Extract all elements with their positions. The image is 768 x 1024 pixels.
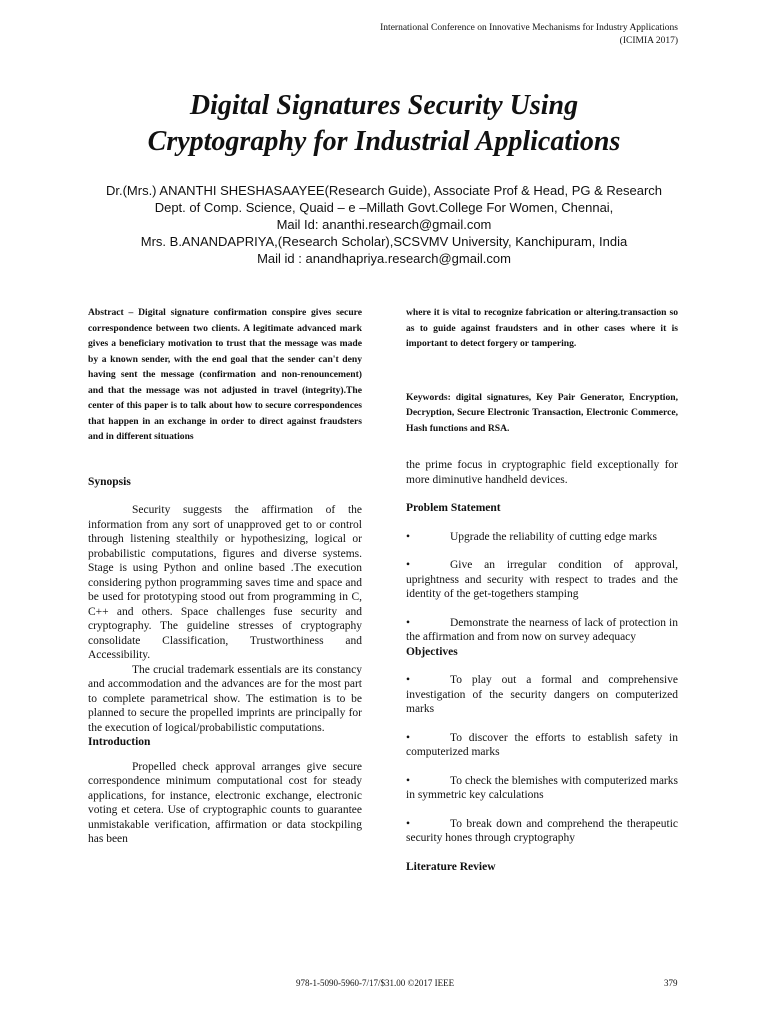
objective-item-text: To play out a formal and comprehensive investigation of the security dangers on computerized marks bbox=[406, 674, 678, 715]
abstract-continued: where it is vital to recognize fabrication or altering.transaction so as to guide against fraudsters and in other cases where it is important to detect forgery or tampering. bbox=[406, 307, 678, 349]
left-column bbox=[88, 305, 362, 847]
author-line-4: Mrs. B.ANANDAPRIYA,(Research Scholar),SCSVMV University, Kanchipuram, India bbox=[140, 234, 628, 249]
objective-item-text: To discover the efforts to establish safety in computerized marks bbox=[406, 731, 678, 758]
bullet-icon: • bbox=[406, 616, 411, 629]
objective-item-2 bbox=[406, 731, 678, 760]
objective-item-4 bbox=[406, 817, 678, 846]
introduction-continued: the prime focus in cryptographic field exceptionally for more diminutive handheld devices. bbox=[406, 459, 678, 486]
problem-item-3 bbox=[406, 616, 678, 645]
objectives-heading: Objectives bbox=[406, 645, 458, 658]
bullet-icon: • bbox=[406, 674, 411, 686]
page-header bbox=[380, 22, 678, 48]
problem-item-1 bbox=[406, 530, 678, 545]
author-line-1: Dr.(Mrs.) ANANTHI SHESHASAAYEE(Research Guide), Associate Prof & Head, PG & Research bbox=[105, 183, 663, 198]
problem-item-2 bbox=[406, 558, 678, 602]
synopsis-heading: Synopsis bbox=[88, 475, 131, 488]
problem-item-text: Give an irregular condition of approval, uprightness and security with respect to trades and the identity of the get-togethers stamping bbox=[406, 559, 678, 600]
author-line-5: Mail id : anandhapriya.research@gmail.com bbox=[257, 251, 511, 266]
title-line-2: Cryptography for Industrial Applications bbox=[147, 126, 621, 157]
author-line-2: Dept. of Comp. Science, Quaid – e –Millath Govt.College For Women, Chennai, bbox=[154, 200, 614, 215]
conference-name: International Conference on Innovative Mechanisms for Industry Applications bbox=[380, 23, 678, 33]
bullet-icon: • bbox=[406, 817, 411, 830]
objective-item-3 bbox=[406, 774, 678, 803]
page-number: 379 bbox=[664, 978, 678, 988]
conference-acronym: (ICIMIA 2017) bbox=[619, 36, 678, 46]
synopsis-paragraph-2: The crucial trademark essentials are its constancy and accommodation and the advances are for the most part to complete parametrical show. The estimation is to be planned to secure the propelled imprints are principally for the execution of logical/probabilistic computations. bbox=[88, 663, 362, 734]
problem-item-text: Upgrade the reliability of cutting edge marks bbox=[450, 530, 657, 543]
bullet-icon: • bbox=[406, 559, 411, 571]
abstract: Abstract – Digital signature confirmation conspire gives secure correspondence between two clients. A legitimate advanced mark gives a beneficiary motivation to trust that the message was made by a known sender, with the end goal that the sender can't deny having sent the message (confirmation and non-renouncement) and that the message was not adjusted in travel (integrity).The center of this paper is to talk about how to secure correspondences that happen in an exchange in order to direct against fraudsters and in different situations bbox=[88, 307, 362, 442]
objective-item-text: To break down and comprehend the therapeutic security hones through cryptography bbox=[406, 817, 678, 844]
paper-title bbox=[60, 88, 708, 160]
problem-item-text: Demonstrate the nearness of lack of protection in the affirmation and from now on survey adequacy bbox=[406, 616, 678, 643]
keywords: Keywords: digital signatures, Key Pair Generator, Encryption, Decryption, Secure Electronic Transaction, Electronic Commerce, Hash functions and RSA. bbox=[406, 391, 678, 434]
author-line-3: Mail Id: ananthi.research@gmail.com bbox=[276, 217, 492, 232]
author-block bbox=[60, 182, 708, 267]
introduction-heading: Introduction bbox=[88, 736, 151, 748]
bullet-icon: • bbox=[406, 731, 411, 744]
footer-code: 978-1-5090-5960-7/17/$31.00 ©2017 IEEE bbox=[296, 978, 455, 988]
bullet-icon: • bbox=[406, 774, 411, 787]
right-column bbox=[406, 305, 678, 874]
bullet-icon: • bbox=[406, 530, 411, 543]
title-line-1: Digital Signatures Security Using bbox=[189, 90, 579, 121]
objective-item-text: To check the blemishes with computerized marks in symmetric key calculations bbox=[406, 774, 678, 801]
synopsis-paragraph-1: Security suggests the affirmation of the information from any sort of unapproved get to or control through listening stealthily or hypothesizing, logical or probabilistic computations, figures and diverse systems. Stage is using Python and online based .The execution considering python programming saves time and space and be used for prototyping stood out from programming in C, C++ and others. Space challenges fuse security and cryptography. The guideline stresses of cryptography consolidate Classification, Trustworthiness and Accessibility. bbox=[88, 504, 362, 661]
problem-statement-heading: Problem Statement bbox=[406, 502, 501, 514]
introduction-paragraph: Propelled check approval arranges give secure correspondence minimum computational cost for steady applications, for instance, electronic exchange, electronic voting et cetera. Use of cryptographic counts to guarantee unmistakable verification, affirmation or data stockpiling has been bbox=[88, 760, 362, 845]
literature-review-heading: Literature Review bbox=[406, 860, 496, 873]
objective-item-1 bbox=[406, 673, 678, 717]
